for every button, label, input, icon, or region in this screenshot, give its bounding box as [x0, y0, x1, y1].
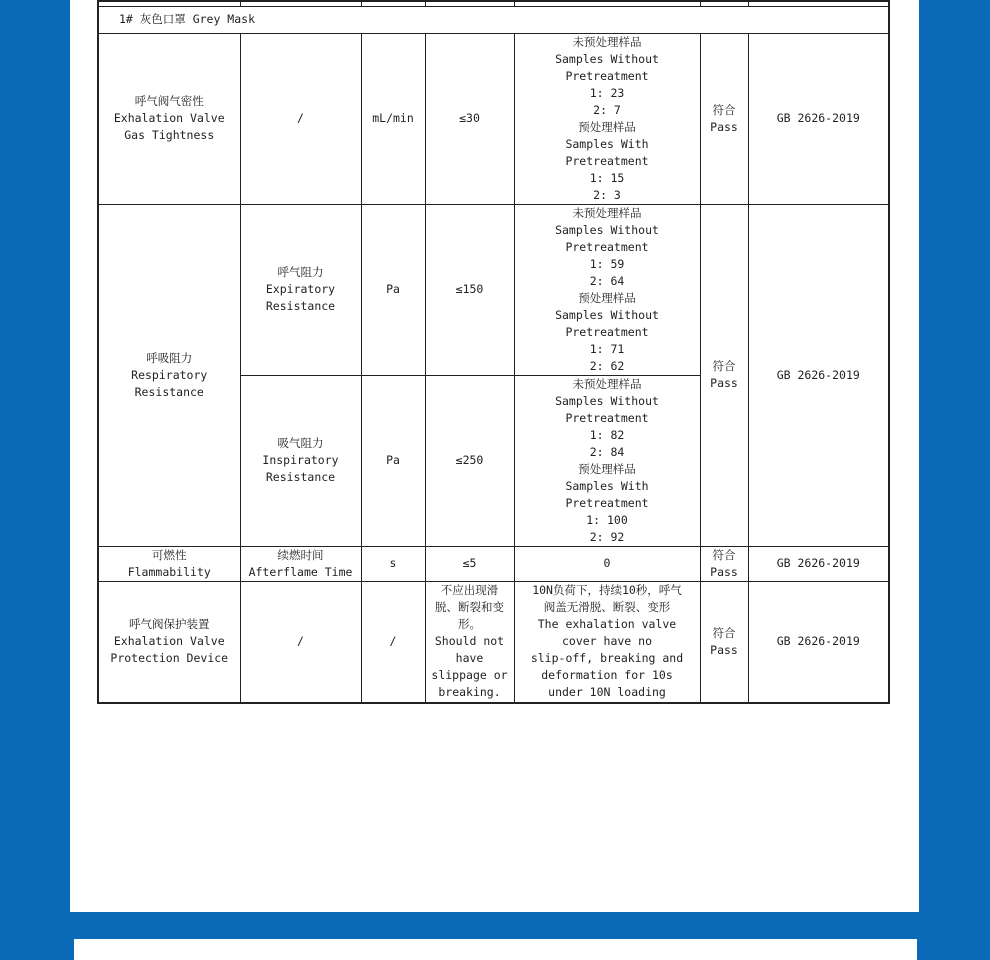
result-cell: 未预处理样品 Samples Without Pretreatment 1: 59 2: 64 预处理样品 Samples Without Pretreatment 1: 71 2: 62 — [514, 204, 700, 375]
unit-cell: mL/min — [361, 33, 425, 204]
standard-cell: GB 2626-2019 — [748, 546, 889, 581]
table-row — [98, 581, 889, 703]
unit-cell: / — [361, 581, 425, 703]
table-row — [98, 33, 889, 204]
next-section-panel — [74, 939, 917, 960]
requirement-cell: ≤5 — [425, 546, 514, 581]
verdict-cell: 符合 Pass — [700, 546, 748, 581]
result-cell: 0 — [514, 546, 700, 581]
item-valve-tightness: 呼气阀气密性 Exhalation Valve Gas Tightness — [98, 33, 240, 204]
sample-row — [98, 6, 889, 33]
sub-item: / — [240, 33, 361, 204]
test-results-table — [97, 0, 890, 704]
sub-item: / — [240, 581, 361, 703]
sub-item: 呼气阻力 Expiratory Resistance — [240, 204, 361, 375]
unit-cell: Pa — [361, 375, 425, 546]
sample-label: 1# 灰色口罩 Grey Mask — [98, 6, 889, 33]
standard-cell: GB 2626-2019 — [748, 33, 889, 204]
result-cell: 10N负荷下，持续10秒，呼气 阀盖无滑脱、断裂、变形 The exhalation valve cover have no slip-off, breaking and deformation for 10s under 10N loading — [514, 581, 700, 703]
unit-cell: Pa — [361, 204, 425, 375]
item-respiratory: 呼吸阻力 Respiratory Resistance — [98, 204, 240, 546]
requirement-cell: ≤150 — [425, 204, 514, 375]
unit-cell: s — [361, 546, 425, 581]
report-panel — [70, 0, 919, 912]
sub-item: 吸气阻力 Inspiratory Resistance — [240, 375, 361, 546]
table-row — [98, 204, 889, 375]
item-flammability: 可燃性 Flammability — [98, 546, 240, 581]
verdict-cell: 符合 Pass — [700, 33, 748, 204]
requirement-cell: ≤250 — [425, 375, 514, 546]
standard-cell: GB 2626-2019 — [748, 581, 889, 703]
result-cell: 未预处理样品 Samples Without Pretreatment 1: 23 2: 7 预处理样品 Samples With Pretreatment 1: 15 2: 3 — [514, 33, 700, 204]
requirement-cell: ≤30 — [425, 33, 514, 204]
standard-cell: GB 2626-2019 — [748, 204, 889, 546]
sub-item: 续燃时间 Afterflame Time — [240, 546, 361, 581]
item-valve-protection: 呼气阀保护装置 Exhalation Valve Protection Device — [98, 581, 240, 703]
verdict-cell: 符合 Pass — [700, 581, 748, 703]
verdict-cell: 符合 Pass — [700, 204, 748, 546]
result-cell: 未预处理样品 Samples Without Pretreatment 1: 82 2: 84 预处理样品 Samples With Pretreatment 1: 100 2: 92 — [514, 375, 700, 546]
requirement-cell: 不应出现滑 脱、断裂和变 形。 Should not have slippage or breaking. — [425, 581, 514, 703]
table-row — [98, 546, 889, 581]
